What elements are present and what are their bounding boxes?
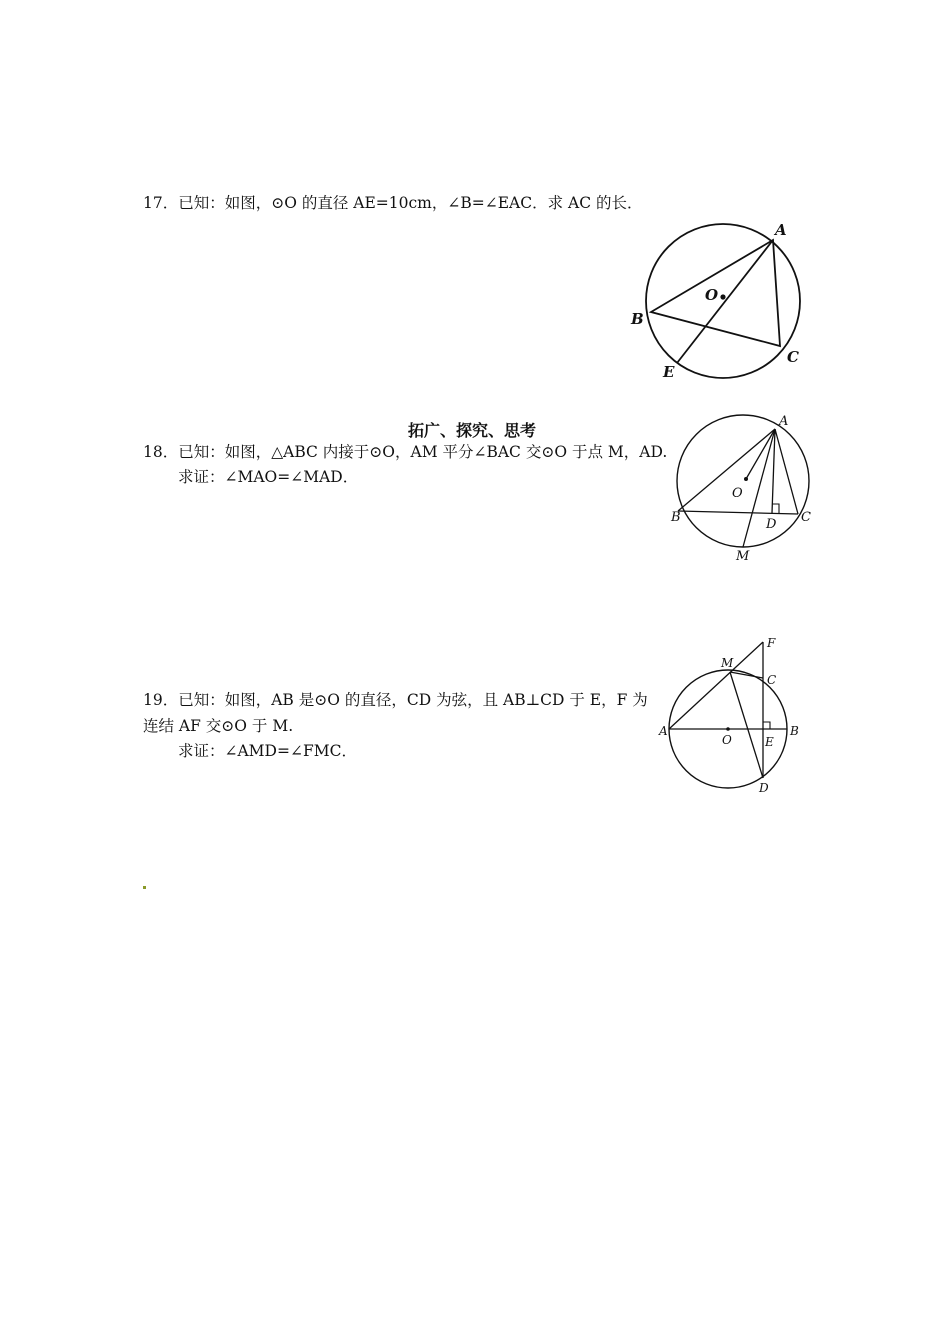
problem-18-line2: 求证：∠MAO=∠MAD．	[178, 468, 359, 486]
figure-18	[668, 408, 818, 566]
diameter-ae-17	[677, 240, 773, 363]
label-D-18: D	[766, 517, 777, 532]
label-B-19: B	[790, 724, 799, 738]
side-ac-18	[775, 429, 798, 514]
stray-dot	[143, 886, 146, 889]
label-A-18: A	[779, 414, 789, 429]
label-B-17: B	[631, 310, 644, 328]
side-bc-18	[678, 511, 798, 514]
label-A-17: A	[775, 221, 787, 239]
label-D-19: D	[759, 781, 769, 795]
label-M-19: M	[721, 656, 734, 670]
problem-17-text: 17．已知：如图，⊙O 的直径 AE=10cm，∠B=∠EAC．求 AC 的长．	[143, 194, 643, 212]
label-E-17: E	[663, 363, 675, 381]
problem-19-line1: 19．已知：如图，AB 是⊙O 的直径，CD 为弦，且 AB⊥CD 于 E，F 为	[143, 691, 648, 709]
label-C-18: C	[801, 510, 811, 525]
label-A-19: A	[659, 724, 668, 738]
label-C-17: C	[787, 348, 799, 366]
label-O-18: O	[732, 486, 743, 501]
radius-ao-18	[746, 429, 775, 479]
label-E-19: E	[765, 735, 774, 749]
line-md-19	[730, 672, 763, 778]
label-F-19: F	[767, 636, 776, 650]
center-dot-18	[744, 477, 748, 481]
figure-19	[655, 630, 807, 798]
line-af-19	[669, 642, 763, 729]
problem-19-line3: 求证：∠AMD=∠FMC．	[178, 742, 357, 760]
label-B-18: B	[671, 510, 681, 525]
figure-17	[625, 215, 815, 385]
label-M-18: M	[736, 549, 750, 564]
section-title: 拓广、探究、思考	[408, 421, 537, 440]
problem-19-line2: 连结 AF 交⊙O 于 M.	[143, 717, 294, 735]
problem-18-line1: 18．已知：如图，△ABC 内接于⊙O，AM 平分∠BAC 交⊙O 于点 M，AD.	[143, 443, 668, 461]
label-O-19: O	[722, 733, 732, 747]
altitude-ad-18	[772, 429, 775, 513]
right-angle-mark-18	[772, 504, 779, 513]
right-angle-mark-19	[763, 722, 770, 729]
label-O-17: O	[705, 286, 719, 304]
center-dot-17	[720, 294, 725, 299]
side-ab-18	[678, 429, 775, 511]
center-dot-19	[726, 727, 730, 731]
label-C-19: C	[767, 673, 777, 687]
